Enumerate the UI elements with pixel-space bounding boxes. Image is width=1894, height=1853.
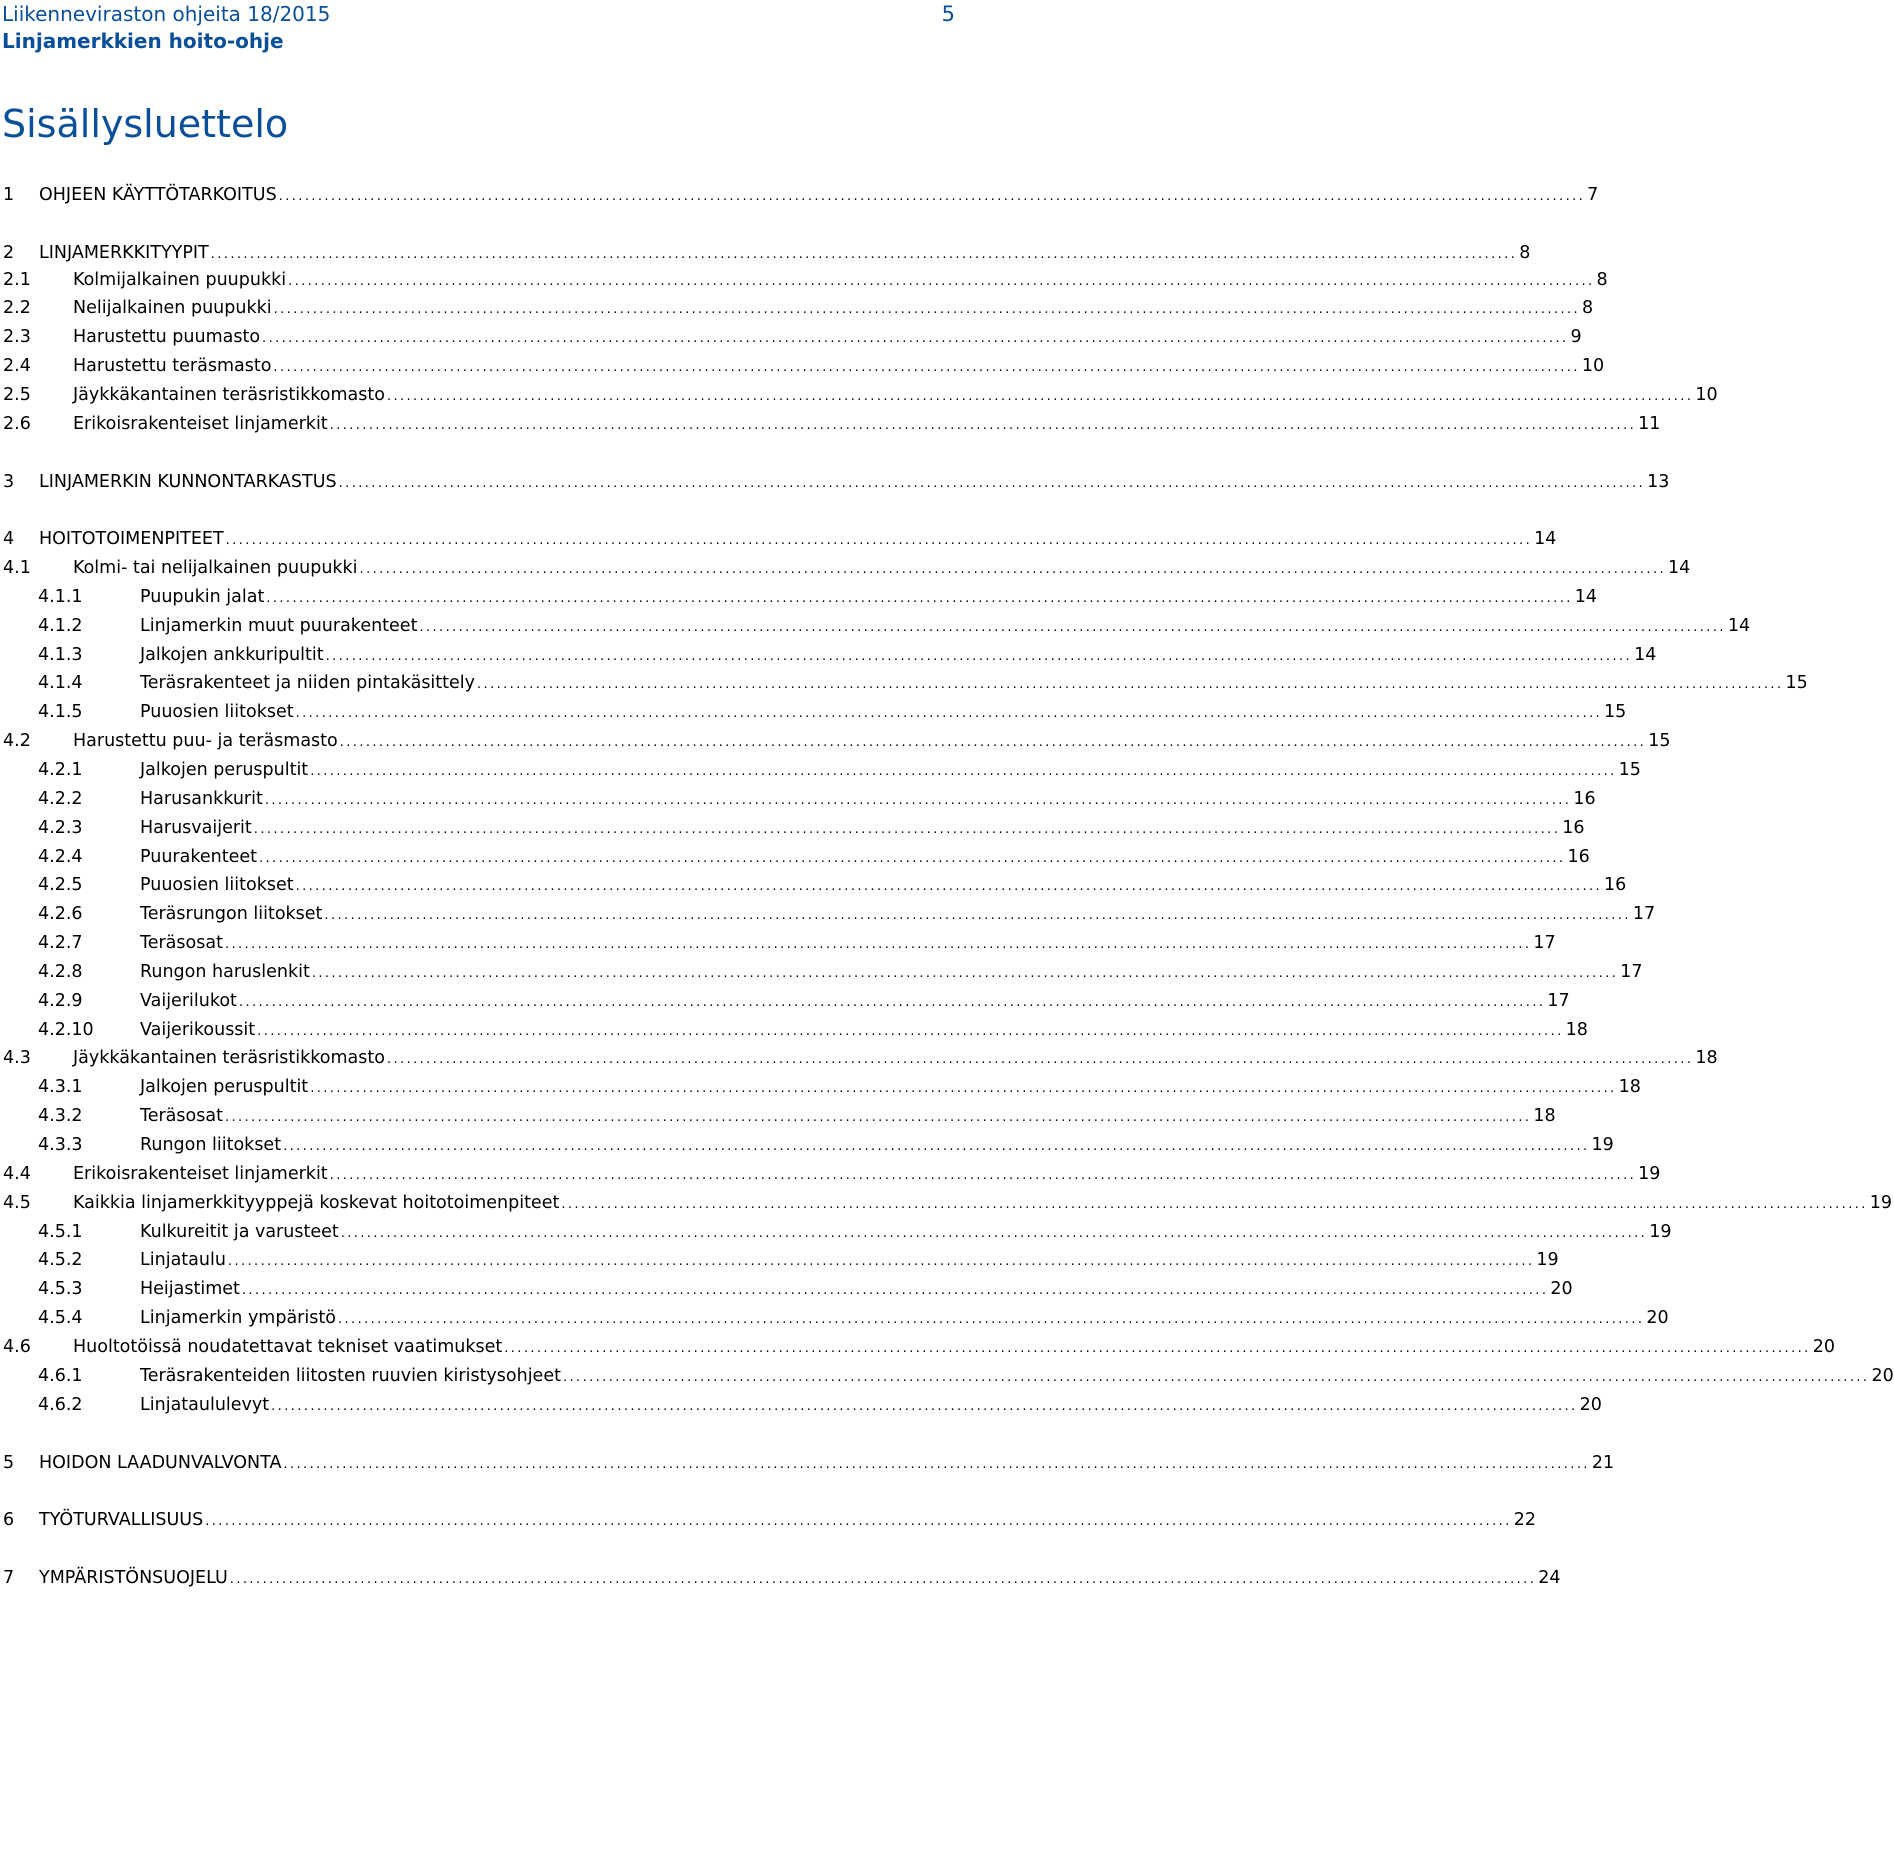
toc-entry-line xyxy=(140,843,1590,873)
toc-entry-line xyxy=(73,727,1671,757)
toc-entry-label: Teräsrungon liitokset xyxy=(140,904,323,924)
toc-entry-line xyxy=(140,1391,1602,1421)
toc-entry-page: 13 xyxy=(1647,472,1670,492)
dot-leader: ........................................................................................................................................................................................................ xyxy=(477,677,1784,692)
toc-entry-label: Kolmijalkainen puupukki xyxy=(73,270,287,290)
toc-entry-page: 14 xyxy=(1634,645,1657,665)
toc-entry[interactable] xyxy=(0,266,1608,294)
dot-leader: ........................................................................................................................................................................................................ xyxy=(273,360,1580,375)
toc-entry-line xyxy=(73,266,1608,296)
toc-entry-number: 4.3.2 xyxy=(38,1106,83,1126)
toc-entry-page: 19 xyxy=(1869,1193,1893,1213)
toc-entry[interactable] xyxy=(0,352,1605,380)
toc-entry-line xyxy=(140,583,1598,613)
dot-leader: ........................................................................................................................................................................................................ xyxy=(339,735,1647,750)
toc-entry-label: Teräsrakenteiden liitosten ruuvien kiristysohjeet xyxy=(140,1366,561,1386)
toc-entry-page: 14 xyxy=(1574,587,1598,607)
toc-entry[interactable] xyxy=(0,323,1582,351)
toc-entry[interactable] xyxy=(0,181,1599,209)
toc-entry[interactable] xyxy=(0,1073,1641,1101)
toc-entry-page: 20 xyxy=(1871,1366,1894,1386)
toc-entry-page: 19 xyxy=(1536,1250,1559,1270)
toc-entry-line xyxy=(140,669,1808,699)
toc-entry-page: 18 xyxy=(1695,1048,1718,1068)
toc-entry-page: 24 xyxy=(1538,1568,1561,1588)
toc-entry-number: 4.1.3 xyxy=(38,645,83,665)
toc-entry[interactable] xyxy=(0,641,1657,669)
toc-entry-label: Harustettu puumasto xyxy=(73,327,261,347)
toc-entry[interactable] xyxy=(0,1016,1588,1044)
toc-entry-line xyxy=(140,698,1627,728)
toc-entry-line xyxy=(140,612,1751,642)
toc-entry[interactable] xyxy=(0,583,1598,611)
toc-entry[interactable] xyxy=(0,929,1556,957)
toc-entry[interactable] xyxy=(0,1044,1718,1072)
toc-entry-label: Vaijerilukot xyxy=(140,991,237,1011)
toc-entry-line xyxy=(73,554,1691,584)
toc-entry[interactable] xyxy=(0,554,1691,582)
toc-entry-label: Rungon liitokset xyxy=(140,1135,282,1155)
toc-entry-page: 14 xyxy=(1668,558,1691,578)
toc-entry-number: 2.1 xyxy=(3,270,31,290)
toc-entry-number: 4.5.4 xyxy=(38,1308,83,1328)
toc-entry-page: 17 xyxy=(1533,933,1556,953)
toc-entry-label: Heijastimet xyxy=(140,1279,240,1299)
toc-entry-page: 20 xyxy=(1646,1308,1669,1328)
toc-entry-line xyxy=(140,987,1570,1017)
toc-title: Sisällysluettelo xyxy=(2,102,289,146)
toc-entry-label: Harusankkurit xyxy=(140,789,263,809)
toc-entry[interactable] xyxy=(0,381,1718,409)
dot-leader: ........................................................................................................................................................................................................ xyxy=(337,1312,1645,1327)
dot-leader: ........................................................................................................................................................................................................ xyxy=(329,1168,1637,1183)
toc-entry-page: 17 xyxy=(1620,962,1643,982)
toc-entry-page: 17 xyxy=(1547,991,1570,1011)
toc-entry-line xyxy=(140,1362,1894,1392)
toc-entry[interactable] xyxy=(0,468,1670,496)
dot-leader: ........................................................................................................................................................................................................ xyxy=(295,706,1603,721)
toc-entry-number: 4.5.2 xyxy=(38,1250,83,1270)
toc-entry-label: Linjataululevyt xyxy=(140,1395,270,1415)
dot-leader: ........................................................................................................................................................................................................ xyxy=(225,533,1533,548)
dot-leader: ........................................................................................................................................................................................................ xyxy=(264,793,1572,808)
toc-entry[interactable] xyxy=(0,239,1531,267)
toc-entry-label: Puurakenteet xyxy=(140,847,257,867)
dot-leader: ........................................................................................................................................................................................................ xyxy=(504,1341,1811,1356)
dot-leader: ........................................................................................................................................................................................................ xyxy=(295,879,1603,894)
dot-leader: ........................................................................................................................................................................................................ xyxy=(311,966,1619,981)
toc-entry-number: 4.2.3 xyxy=(38,818,83,838)
toc-entry-line xyxy=(140,900,1656,930)
toc-entry[interactable] xyxy=(0,1218,1672,1246)
toc-entry-line xyxy=(140,1102,1556,1132)
toc-entry-number: 4 xyxy=(3,529,15,549)
toc-entry-line xyxy=(140,756,1641,786)
toc-entry-number: 4.2 xyxy=(3,731,31,751)
toc-entry-line xyxy=(73,352,1605,382)
toc-entry-page: 9 xyxy=(1570,327,1582,347)
toc-entry[interactable] xyxy=(0,1564,1561,1592)
dot-leader: ........................................................................................................................................................................................................ xyxy=(224,937,1532,952)
toc-entry-number: 4.5.3 xyxy=(38,1279,83,1299)
toc-entry-number: 3 xyxy=(3,472,15,492)
toc-entry-label: Kulkureitit ja varusteet xyxy=(140,1222,339,1242)
toc-entry[interactable] xyxy=(0,1304,1669,1332)
toc-entry-label: Jalkojen ankkuripultit xyxy=(140,645,324,665)
toc-entry-number: 2.5 xyxy=(3,385,31,405)
toc-entry-page: 8 xyxy=(1582,298,1594,318)
dot-leader: ........................................................................................................................................................................................................ xyxy=(329,418,1637,433)
toc-entry-label: Teräsosat xyxy=(140,933,223,953)
toc-entry-line xyxy=(140,1073,1641,1103)
toc-entry[interactable] xyxy=(0,987,1570,1015)
toc-entry-line xyxy=(73,1160,1661,1190)
toc-entry[interactable] xyxy=(0,669,1808,697)
toc-entry-page: 20 xyxy=(1579,1395,1602,1415)
toc-entry-label: Vaijerikoussit xyxy=(140,1020,256,1040)
toc-entry-line xyxy=(73,410,1661,440)
dot-leader: ........................................................................................................................................................................................................ xyxy=(419,620,1726,635)
toc-entry-line xyxy=(39,1506,1536,1536)
toc-entry-label: Harustettu teräsmasto xyxy=(73,356,272,376)
toc-entry-page: 18 xyxy=(1533,1106,1556,1126)
toc-entry-page: 10 xyxy=(1581,356,1605,376)
toc-entry-label: Rungon haruslenkit xyxy=(140,962,310,982)
toc-entry-line xyxy=(140,1275,1573,1305)
dot-leader: ........................................................................................................................................................................................................ xyxy=(227,1254,1535,1269)
toc-entry-label: Harustettu puu- ja teräsmasto xyxy=(73,731,338,751)
toc-entry-number: 4.6.1 xyxy=(38,1366,83,1386)
toc-entry-number: 2.2 xyxy=(3,298,31,318)
toc-entry[interactable] xyxy=(0,1275,1573,1303)
toc-entry-line xyxy=(140,1304,1669,1334)
toc-entry[interactable] xyxy=(0,294,1594,322)
toc-entry-number: 4.2.5 xyxy=(38,875,83,895)
toc-entry-number: 4.2.8 xyxy=(38,962,83,982)
toc-entry[interactable] xyxy=(0,1160,1661,1188)
toc-entry[interactable] xyxy=(0,1131,1614,1159)
dot-leader: ........................................................................................................................................................................................................ xyxy=(271,1399,1578,1414)
toc-entry-page: 18 xyxy=(1618,1077,1641,1097)
toc-entry-label: LINJAMERKKITYYPIT xyxy=(39,243,209,263)
toc-entry-line xyxy=(39,525,1557,555)
toc-entry-label: Harusvaijerit xyxy=(140,818,252,838)
toc-entry-line xyxy=(39,1564,1561,1594)
toc-entry-page: 16 xyxy=(1573,789,1596,809)
toc-entry-number: 2.3 xyxy=(3,327,31,347)
toc-entry-page: 17 xyxy=(1632,904,1656,924)
dot-leader: ........................................................................................................................................................................................................ xyxy=(278,189,1586,204)
toc-entry-line xyxy=(73,1189,1893,1219)
toc-entry[interactable] xyxy=(0,785,1596,813)
toc-entry-page: 10 xyxy=(1695,385,1718,405)
dot-leader: ........................................................................................................................................................................................................ xyxy=(266,591,1573,606)
toc-entry-line xyxy=(140,814,1585,844)
toc-entry-page: 22 xyxy=(1513,1510,1536,1530)
dot-leader: ........................................................................................................................................................................................................ xyxy=(338,476,1646,491)
dot-leader: ........................................................................................................................................................................................................ xyxy=(258,851,1566,866)
toc-entry-line xyxy=(140,871,1627,901)
dot-leader: ........................................................................................................................................................................................................ xyxy=(257,1024,1564,1039)
toc-entry[interactable] xyxy=(0,958,1643,986)
toc-entry-line xyxy=(73,323,1582,353)
dot-leader: ........................................................................................................................................................................................................ xyxy=(359,562,1667,577)
toc-entry-page: 19 xyxy=(1649,1222,1672,1242)
toc-entry-page: 19 xyxy=(1591,1135,1614,1155)
dot-leader: ........................................................................................................................................................................................................ xyxy=(229,1572,1537,1587)
toc-entry-page: 20 xyxy=(1812,1337,1835,1357)
toc-entry-page: 15 xyxy=(1604,702,1627,722)
toc-entry-label: Jalkojen peruspultit xyxy=(140,1077,309,1097)
toc-entry-page: 18 xyxy=(1565,1020,1588,1040)
dot-leader: ........................................................................................................................................................................................................ xyxy=(561,1197,1868,1212)
toc-entry-number: 4.1.1 xyxy=(38,587,83,607)
toc-entry-number: 2.4 xyxy=(3,356,31,376)
toc-entry-label: Kaikkia linjamerkkityyppejä koskevat hoitotoimenpiteet xyxy=(73,1193,560,1213)
toc-entry[interactable] xyxy=(0,1391,1602,1419)
toc-entry-number: 4.1.2 xyxy=(38,616,83,636)
toc-entry-label: LINJAMERKIN KUNNONTARKASTUS xyxy=(39,472,337,492)
toc-entry-number: 4.2.6 xyxy=(38,904,83,924)
toc-entry-number: 6 xyxy=(3,1510,15,1530)
toc-entry-line xyxy=(140,1131,1614,1161)
toc-entry-page: 21 xyxy=(1591,1453,1615,1473)
toc-entry-page: 15 xyxy=(1648,731,1671,751)
toc-entry-number: 4.1.5 xyxy=(38,702,83,722)
toc-entry-page: 7 xyxy=(1587,185,1599,205)
toc-entry-line xyxy=(39,1449,1615,1479)
toc-entry-page: 15 xyxy=(1785,673,1808,693)
toc-entry-line xyxy=(73,1044,1718,1074)
toc-entry[interactable] xyxy=(0,756,1641,784)
toc-entry-line xyxy=(140,1246,1559,1276)
toc-entry-number: 4.4 xyxy=(3,1164,31,1184)
toc-entry-label: Huoltotöissä noudatettavat tekniset vaatimukset xyxy=(73,1337,503,1357)
toc-entry-number: 4.6.2 xyxy=(38,1395,83,1415)
toc-entry-number: 2.6 xyxy=(3,414,31,434)
toc-entry-number: 4.2.2 xyxy=(38,789,83,809)
toc-entry-label: Teräsosat xyxy=(140,1106,223,1126)
dot-leader: ........................................................................................................................................................................................................ xyxy=(288,274,1595,289)
toc-entry-page: 16 xyxy=(1562,818,1585,838)
document-series-title: Liikenneviraston ohjeita 18/2015 xyxy=(2,2,331,26)
toc-entry-line xyxy=(140,1218,1672,1248)
toc-entry-number: 5 xyxy=(3,1453,15,1473)
toc-entry[interactable] xyxy=(0,1246,1559,1274)
toc-entry[interactable] xyxy=(0,1189,1893,1217)
toc-entry-number: 4.5.1 xyxy=(38,1222,83,1242)
dot-leader: ........................................................................................................................................................................................................ xyxy=(224,1110,1532,1125)
toc-entry-page: 16 xyxy=(1604,875,1627,895)
toc-entry-label: Jalkojen peruspultit xyxy=(140,760,309,780)
toc-entry[interactable] xyxy=(0,612,1751,640)
dot-leader: ........................................................................................................................................................................................................ xyxy=(386,1052,1694,1067)
toc-entry-page: 14 xyxy=(1727,616,1751,636)
toc-entry-label: Jäykkäkantainen teräsristikkomasto xyxy=(73,1048,385,1068)
dot-leader: ........................................................................................................................................................................................................ xyxy=(262,331,1569,346)
toc-entry-number: 4.3.1 xyxy=(38,1077,83,1097)
toc-entry-label: Linjamerkin ympäristö xyxy=(140,1308,336,1328)
toc-entry-number: 4.1 xyxy=(3,558,31,578)
toc-entry-line xyxy=(140,1016,1588,1046)
dot-leader: ........................................................................................................................................................................................................ xyxy=(310,764,1617,779)
toc-entry-number: 4.2.1 xyxy=(38,760,83,780)
toc-entry-line xyxy=(73,294,1594,324)
toc-entry-label: Teräsrakenteet ja niiden pintakäsittely xyxy=(140,673,476,693)
toc-entry-label: HOITOTOIMENPITEET xyxy=(39,529,224,549)
toc-entry-number: 1 xyxy=(3,185,15,205)
toc-entry-line xyxy=(73,381,1718,411)
toc-entry[interactable] xyxy=(0,900,1656,928)
toc-entry-number: 7 xyxy=(3,1568,15,1588)
toc-entry-line xyxy=(140,641,1657,671)
toc-entry-number: 4.2.10 xyxy=(38,1020,94,1040)
toc-entry-line xyxy=(39,239,1531,269)
toc-entry-label: OHJEEN KÄYTTÖTARKOITUS xyxy=(39,185,277,205)
toc-entry-number: 4.2.4 xyxy=(38,847,83,867)
toc-entry-page: 8 xyxy=(1596,270,1608,290)
toc-entry[interactable] xyxy=(0,727,1671,755)
toc-entry-label: Puuosien liitokset xyxy=(140,702,294,722)
toc-entry[interactable] xyxy=(0,525,1557,553)
toc-entry-label: Erikoisrakenteiset linjamerkit xyxy=(73,1164,328,1184)
dot-leader: ........................................................................................................................................................................................................ xyxy=(273,302,1581,317)
toc-entry[interactable] xyxy=(0,843,1590,871)
toc-entry[interactable] xyxy=(0,1449,1615,1477)
dot-leader: ........................................................................................................................................................................................................ xyxy=(325,649,1633,664)
dot-leader: ........................................................................................................................................................................................................ xyxy=(241,1283,1549,1298)
toc-entry-page: 8 xyxy=(1519,243,1531,263)
toc-entry-page: 11 xyxy=(1638,414,1661,434)
toc-entry-line xyxy=(39,181,1599,211)
dot-leader: ........................................................................................................................................................................................................ xyxy=(205,1514,1512,1529)
toc-entry[interactable] xyxy=(0,871,1627,899)
toc-entry-label: Jäykkäkantainen teräsristikkomasto xyxy=(73,385,385,405)
toc-entry-number: 4.6 xyxy=(3,1337,31,1357)
toc-entry-number: 4.3.3 xyxy=(38,1135,83,1155)
toc-entry-number: 4.1.4 xyxy=(38,673,83,693)
toc-entry-page: 16 xyxy=(1567,847,1590,867)
toc-entry-page: 15 xyxy=(1618,760,1641,780)
toc-entry-label: HOIDON LAADUNVALVONTA xyxy=(39,1453,282,1473)
toc-entry[interactable] xyxy=(0,698,1627,726)
toc-entry-label: YMPÄRISTÖNSUOJELU xyxy=(39,1568,228,1588)
toc-entry-number: 4.5 xyxy=(3,1193,31,1213)
toc-entry-number: 4.2.7 xyxy=(38,933,83,953)
toc-entry-label: Erikoisrakenteiset linjamerkit xyxy=(73,414,328,434)
toc-entry-number: 4.3 xyxy=(3,1048,31,1068)
page-number: 5 xyxy=(941,2,955,26)
dot-leader: ........................................................................................................................................................................................................ xyxy=(310,1081,1617,1096)
toc-entry-line xyxy=(140,958,1643,988)
toc-entry-label: Linjataulu xyxy=(140,1250,226,1270)
toc-entry-line xyxy=(140,785,1596,815)
toc-entry[interactable] xyxy=(0,1333,1835,1361)
dot-leader: ........................................................................................................................................................................................................ xyxy=(238,995,1546,1010)
toc-entry-page: 14 xyxy=(1534,529,1557,549)
toc-entry-line xyxy=(73,1333,1835,1363)
dot-leader: ........................................................................................................................................................................................................ xyxy=(283,1139,1590,1154)
toc-entry-line xyxy=(140,929,1556,959)
dot-leader: ........................................................................................................................................................................................................ xyxy=(340,1226,1648,1241)
toc-entry-page: 19 xyxy=(1638,1164,1661,1184)
dot-leader: ........................................................................................................................................................................................................ xyxy=(324,908,1631,923)
toc-entry[interactable] xyxy=(0,1362,1894,1390)
toc-entry-number: 2 xyxy=(3,243,15,263)
toc-entry-line xyxy=(39,468,1670,498)
toc-entry[interactable] xyxy=(0,814,1585,842)
toc-entry[interactable] xyxy=(0,1506,1536,1534)
dot-leader: ........................................................................................................................................................................................................ xyxy=(253,822,1561,837)
toc-entry-label: Puuosien liitokset xyxy=(140,875,294,895)
toc-entry-number: 4.2.9 xyxy=(38,991,83,1011)
document-subtitle: Linjamerkkien hoito-ohje xyxy=(2,29,284,53)
toc-entry-label: TYÖTURVALLISUUS xyxy=(39,1510,204,1530)
toc-entry-label: Puupukin jalat xyxy=(140,587,265,607)
toc-entry[interactable] xyxy=(0,410,1661,438)
dot-leader: ........................................................................................................................................................................................................ xyxy=(562,1370,1870,1385)
dot-leader: ........................................................................................................................................................................................................ xyxy=(210,247,1518,262)
toc-entry-label: Kolmi- tai nelijalkainen puupukki xyxy=(73,558,358,578)
toc-entry-label: Nelijalkainen puupukki xyxy=(73,298,272,318)
toc-entry-page: 20 xyxy=(1550,1279,1573,1299)
toc-entry-label: Linjamerkin muut puurakenteet xyxy=(140,616,418,636)
toc-entry[interactable] xyxy=(0,1102,1556,1130)
dot-leader: ........................................................................................................................................................................................................ xyxy=(386,389,1694,404)
dot-leader: ........................................................................................................................................................................................................ xyxy=(283,1457,1590,1472)
